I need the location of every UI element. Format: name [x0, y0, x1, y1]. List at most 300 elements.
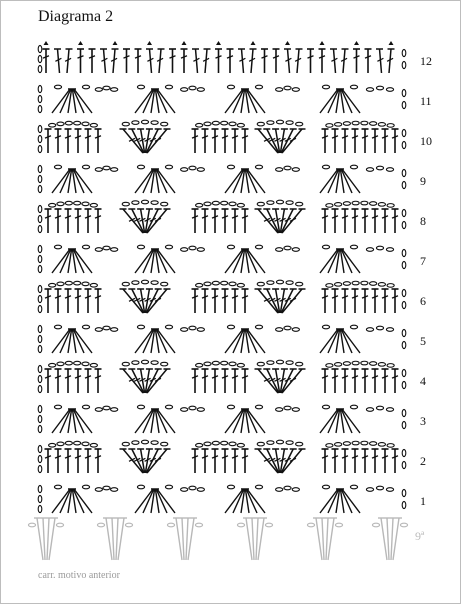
double-crochet-stitch — [65, 289, 72, 313]
double-crochet-stitch — [382, 289, 389, 313]
double-crochet-stitch — [77, 49, 84, 73]
picot-mark — [78, 41, 83, 45]
double-crochet-stitch — [212, 209, 219, 233]
chain-stitch — [38, 55, 42, 62]
chain-stitch — [378, 123, 385, 127]
chain-stitch — [366, 248, 373, 252]
chain-stitch — [386, 88, 393, 92]
previous-stitch — [46, 518, 52, 560]
chain-stitch — [326, 444, 333, 448]
chain-stitch — [286, 281, 293, 285]
chain-stitch — [237, 283, 244, 287]
chain-stitch — [402, 221, 406, 228]
chain-stitch — [296, 442, 303, 446]
chain-stitch — [366, 488, 373, 492]
double-crochet-stitch — [284, 49, 291, 73]
chain-stitch — [402, 169, 406, 176]
double-crochet-stitch — [382, 129, 389, 153]
double-crochet-stitch — [157, 49, 164, 73]
chain-stitch — [161, 442, 168, 446]
chain-stitch — [103, 486, 110, 490]
double-crochet-stitch — [372, 209, 379, 233]
chain-stitch — [335, 443, 342, 447]
chain-stitch — [95, 408, 102, 412]
chain-stitch — [151, 281, 158, 285]
chain-stitch — [141, 440, 148, 444]
double-crochet-stitch — [330, 49, 337, 73]
chain-stitch — [402, 489, 406, 496]
chain-stitch — [90, 443, 97, 447]
chain-stitch — [103, 166, 110, 170]
chain-stitch — [237, 443, 244, 447]
chain-stitch — [196, 123, 203, 127]
chain-stitch — [161, 362, 168, 366]
double-crochet-stitch — [75, 449, 82, 473]
chain-stitch — [111, 88, 118, 92]
chain-stitch — [189, 246, 196, 250]
chain-stitch — [197, 168, 204, 172]
chain-stitch — [386, 168, 393, 172]
double-crochet-stitch — [382, 209, 389, 233]
chain-stitch — [400, 523, 407, 527]
chain-stitch — [276, 360, 283, 364]
chain-stitch — [141, 280, 148, 284]
chain-stitch — [229, 122, 236, 126]
double-crochet-stitch — [45, 289, 52, 313]
chain-stitch — [286, 201, 293, 205]
double-crochet-stitch — [222, 289, 229, 313]
chain-stitch — [378, 283, 385, 287]
chain-stitch — [38, 305, 42, 312]
chain-stitch — [386, 408, 393, 412]
double-crochet-stitch — [202, 129, 209, 153]
chain-stitch — [284, 246, 291, 250]
double-crochet-stitch — [392, 129, 399, 153]
double-crochet-stitch — [342, 129, 349, 153]
chain-stitch — [122, 442, 129, 446]
chain-stitch — [286, 121, 293, 125]
double-crochet-stitch — [322, 369, 329, 393]
row-number-label: 8 — [420, 214, 426, 228]
chart-row-12 — [38, 41, 432, 73]
chain-stitch — [38, 505, 42, 512]
chain-stitch — [284, 486, 291, 490]
double-crochet-stitch — [342, 289, 349, 313]
chart-row-1 — [38, 485, 426, 513]
chain-stitch — [74, 441, 81, 445]
chain-stitch — [402, 341, 406, 348]
double-crochet-stitch — [353, 49, 360, 73]
chain-stitch — [322, 245, 329, 249]
chart-row-7 — [38, 245, 426, 273]
chain-stitch — [82, 405, 89, 409]
double-crochet-stitch — [382, 449, 389, 473]
double-crochet-stitch — [342, 369, 349, 393]
chain-stitch — [74, 201, 81, 205]
chain-stitch — [402, 89, 406, 96]
chain-stitch — [137, 405, 144, 409]
chain-stitch — [204, 122, 211, 126]
chain-stitch — [376, 486, 383, 490]
chain-stitch — [97, 523, 104, 527]
double-crochet-stitch — [146, 49, 153, 73]
previous-motif-row — [28, 518, 425, 560]
double-crochet-stitch — [95, 369, 102, 393]
chain-stitch — [257, 122, 264, 126]
chain-stitch — [237, 363, 244, 367]
row-number-label: 6 — [420, 294, 426, 308]
chain-stitch — [181, 488, 188, 492]
chain-stitch — [212, 361, 219, 365]
double-crochet-stitch — [95, 289, 102, 313]
chain-stitch — [49, 123, 56, 127]
double-crochet-stitch — [55, 289, 62, 313]
chain-stitch — [286, 441, 293, 445]
chain-stitch — [352, 121, 359, 125]
chain-stitch — [284, 166, 291, 170]
double-crochet-stitch — [376, 49, 383, 73]
picot-mark — [354, 41, 359, 45]
double-crochet-stitch — [362, 449, 369, 473]
chain-stitch — [284, 326, 291, 330]
chain-stitch — [38, 405, 42, 412]
chart-row-6 — [38, 280, 426, 313]
chain-stitch — [95, 248, 102, 252]
chain-stitch — [292, 408, 299, 412]
chain-stitch — [361, 361, 368, 365]
chain-stitch — [165, 245, 172, 249]
double-crochet-stitch — [382, 369, 389, 393]
chain-stitch — [335, 203, 342, 207]
chain-stitch — [196, 283, 203, 287]
previous-stitch — [185, 518, 191, 560]
chain-stitch — [378, 443, 385, 447]
chain-stitch — [352, 201, 359, 205]
chain-stitch — [65, 361, 72, 365]
chain-stitch — [57, 282, 64, 286]
double-crochet-stitch — [365, 49, 372, 73]
double-crochet-stitch — [212, 289, 219, 313]
double-crochet-stitch — [85, 449, 92, 473]
row-number-label: 3 — [420, 414, 426, 428]
chain-stitch — [387, 444, 394, 448]
chain-stitch — [322, 485, 329, 489]
chain-stitch — [343, 202, 350, 206]
chain-stitch — [122, 122, 129, 126]
chain-stitch — [229, 442, 236, 446]
chain-stitch — [38, 45, 42, 52]
chain-stitch — [189, 326, 196, 330]
chain-stitch — [276, 408, 283, 412]
double-crochet-stitch — [273, 49, 280, 73]
double-crochet-stitch — [342, 449, 349, 473]
chain-stitch — [386, 248, 393, 252]
double-crochet-stitch — [89, 49, 96, 73]
chain-stitch — [196, 203, 203, 207]
previous-stitch — [384, 518, 390, 560]
double-crochet-stitch — [295, 49, 302, 73]
chain-stitch — [82, 485, 89, 489]
chain-stitch — [165, 405, 172, 409]
chain-stitch — [49, 283, 56, 287]
chain-stitch — [402, 381, 406, 388]
chain-stitch — [38, 65, 42, 72]
chain-stitch — [38, 175, 42, 182]
chain-stitch — [54, 85, 61, 89]
double-crochet-stitch — [319, 49, 326, 73]
chain-stitch — [227, 165, 234, 169]
chain-stitch — [350, 405, 357, 409]
picot-mark — [216, 41, 221, 45]
chain-stitch — [38, 455, 42, 462]
chain-stitch — [141, 200, 148, 204]
double-crochet-stitch — [212, 449, 219, 473]
chain-stitch — [212, 201, 219, 205]
double-crochet-stitch — [212, 129, 219, 153]
chain-stitch — [292, 488, 299, 492]
chain-stitch — [366, 328, 373, 332]
double-crochet-stitch — [387, 49, 394, 73]
picot-mark — [389, 41, 394, 45]
chain-stitch — [292, 88, 299, 92]
chain-stitch — [28, 523, 35, 527]
chain-stitch — [227, 405, 234, 409]
double-crochet-stitch — [242, 449, 249, 473]
double-crochet-stitch — [222, 369, 229, 393]
chain-stitch — [95, 168, 102, 172]
double-crochet-stitch — [55, 209, 62, 233]
chain-stitch — [255, 245, 262, 249]
chain-stitch — [95, 88, 102, 92]
chain-stitch — [265, 523, 272, 527]
chain-stitch — [38, 145, 42, 152]
double-crochet-stitch — [322, 129, 329, 153]
chain-stitch — [370, 282, 377, 286]
chain-stitch — [111, 248, 118, 252]
chain-stitch — [181, 88, 188, 92]
chain-stitch — [204, 202, 211, 206]
chain-stitch — [387, 284, 394, 288]
chain-stitch — [221, 441, 228, 445]
chain-stitch — [132, 201, 139, 205]
chain-stitch — [90, 123, 97, 127]
picot-mark — [320, 41, 325, 45]
double-crochet-stitch — [65, 209, 72, 233]
chain-stitch — [296, 362, 303, 366]
chain-stitch — [161, 202, 168, 206]
chain-stitch — [38, 465, 42, 472]
row-number-label: 9 — [420, 174, 426, 188]
chain-stitch — [343, 282, 350, 286]
chain-stitch — [137, 165, 144, 169]
double-crochet-stitch — [45, 449, 52, 473]
chain-stitch — [257, 362, 264, 366]
chain-stitch — [267, 361, 274, 365]
double-crochet-stitch — [85, 369, 92, 393]
chain-stitch — [402, 181, 406, 188]
chain-stitch — [402, 329, 406, 336]
chain-stitch — [82, 442, 89, 446]
chain-stitch — [65, 121, 72, 125]
chain-stitch — [38, 495, 42, 502]
chain-stitch — [326, 364, 333, 368]
chain-stitch — [352, 361, 359, 365]
chain-stitch — [57, 202, 64, 206]
chain-stitch — [366, 408, 373, 412]
double-crochet-stitch — [75, 289, 82, 313]
double-crochet-stitch — [352, 449, 359, 473]
chain-stitch — [54, 405, 61, 409]
double-crochet-stitch — [202, 449, 209, 473]
double-crochet-stitch — [95, 449, 102, 473]
chain-stitch — [307, 523, 314, 527]
chain-stitch — [326, 204, 333, 208]
chain-stitch — [402, 421, 406, 428]
chain-stitch — [276, 328, 283, 332]
double-crochet-stitch — [332, 209, 339, 233]
double-crochet-stitch — [123, 49, 130, 73]
chain-stitch — [267, 281, 274, 285]
chain-stitch — [38, 295, 42, 302]
picot-mark — [182, 41, 187, 45]
chain-stitch — [326, 284, 333, 288]
chain-stitch — [90, 203, 97, 207]
chain-stitch — [38, 285, 42, 292]
previous-stitch — [249, 518, 255, 560]
double-crochet-stitch — [85, 289, 92, 313]
chain-stitch — [38, 215, 42, 222]
chain-stitch — [65, 201, 72, 205]
chain-stitch — [386, 328, 393, 332]
double-crochet-stitch — [222, 449, 229, 473]
double-crochet-stitch — [332, 449, 339, 473]
chain-stitch — [376, 406, 383, 410]
double-crochet-stitch — [332, 289, 339, 313]
chain-stitch — [151, 361, 158, 365]
chain-stitch — [82, 325, 89, 329]
row-number-label: 5 — [420, 334, 426, 348]
double-crochet-stitch — [215, 49, 222, 73]
chain-stitch — [212, 441, 219, 445]
chain-stitch — [350, 245, 357, 249]
double-crochet-stitch — [54, 49, 61, 73]
chain-stitch — [292, 248, 299, 252]
chain-stitch — [82, 362, 89, 366]
double-crochet-stitch — [212, 369, 219, 393]
chain-stitch — [196, 363, 203, 367]
chain-stitch — [227, 245, 234, 249]
chain-stitch — [38, 125, 42, 132]
chain-stitch — [221, 201, 228, 205]
double-crochet-stitch — [362, 369, 369, 393]
chart-row-9 — [38, 165, 426, 193]
double-crochet-stitch — [181, 49, 188, 73]
chain-stitch — [370, 442, 377, 446]
double-crochet-stitch — [95, 129, 102, 153]
double-crochet-stitch — [192, 449, 199, 473]
chain-stitch — [286, 361, 293, 365]
chain-stitch — [197, 248, 204, 252]
double-crochet-stitch — [341, 49, 348, 73]
chain-stitch — [103, 86, 110, 90]
chain-stitch — [376, 246, 383, 250]
picot-mark — [251, 41, 256, 45]
chain-stitch — [197, 488, 204, 492]
previous-stitch — [115, 518, 121, 560]
chain-stitch — [56, 523, 63, 527]
double-crochet-stitch — [192, 209, 199, 233]
chain-stitch — [137, 245, 144, 249]
chain-stitch — [204, 362, 211, 366]
chain-stitch — [38, 425, 42, 432]
chain-stitch — [296, 202, 303, 206]
chain-stitch — [111, 488, 118, 492]
chain-stitch — [54, 245, 61, 249]
chain-stitch — [376, 326, 383, 330]
double-crochet-stitch — [227, 49, 234, 73]
chain-stitch — [257, 442, 264, 446]
chain-stitch — [402, 289, 406, 296]
chain-stitch — [122, 362, 129, 366]
chain-stitch — [38, 375, 42, 382]
chain-stitch — [255, 85, 262, 89]
chain-stitch — [284, 406, 291, 410]
chain-stitch — [204, 442, 211, 446]
chain-stitch — [227, 325, 234, 329]
chain-stitch — [38, 415, 42, 422]
double-crochet-stitch — [392, 369, 399, 393]
chain-stitch — [197, 88, 204, 92]
chain-stitch — [38, 445, 42, 452]
double-crochet-stitch — [322, 289, 329, 313]
chain-stitch — [255, 165, 262, 169]
chain-stitch — [350, 485, 357, 489]
chain-stitch — [82, 202, 89, 206]
chain-stitch — [267, 201, 274, 205]
chain-stitch — [387, 204, 394, 208]
chain-stitch — [402, 249, 406, 256]
diagram-title: Diagrama 2 — [38, 8, 114, 25]
chain-stitch — [65, 281, 72, 285]
double-crochet-stitch — [238, 49, 245, 73]
chain-stitch — [196, 443, 203, 447]
chain-stitch — [151, 121, 158, 125]
double-crochet-stitch — [249, 49, 256, 73]
row-number-label: 7 — [420, 254, 426, 268]
chain-stitch — [197, 328, 204, 332]
chain-stitch — [255, 325, 262, 329]
chain-stitch — [402, 49, 406, 56]
chain-stitch — [82, 85, 89, 89]
double-crochet-stitch — [261, 49, 268, 73]
double-crochet-stitch — [232, 449, 239, 473]
chart-row-2 — [38, 440, 426, 473]
double-crochet-stitch — [352, 209, 359, 233]
previous-stitch — [255, 518, 261, 560]
double-crochet-stitch — [192, 369, 199, 393]
chain-stitch — [255, 485, 262, 489]
chain-stitch — [122, 282, 129, 286]
chain-stitch — [376, 86, 383, 90]
double-crochet-stitch — [65, 129, 72, 153]
previous-stitch — [109, 518, 115, 560]
chain-stitch — [38, 265, 42, 272]
double-crochet-stitch — [392, 289, 399, 313]
double-crochet-stitch — [65, 49, 72, 73]
chain-stitch — [195, 523, 202, 527]
chain-stitch — [366, 88, 373, 92]
double-crochet-stitch — [100, 49, 107, 73]
